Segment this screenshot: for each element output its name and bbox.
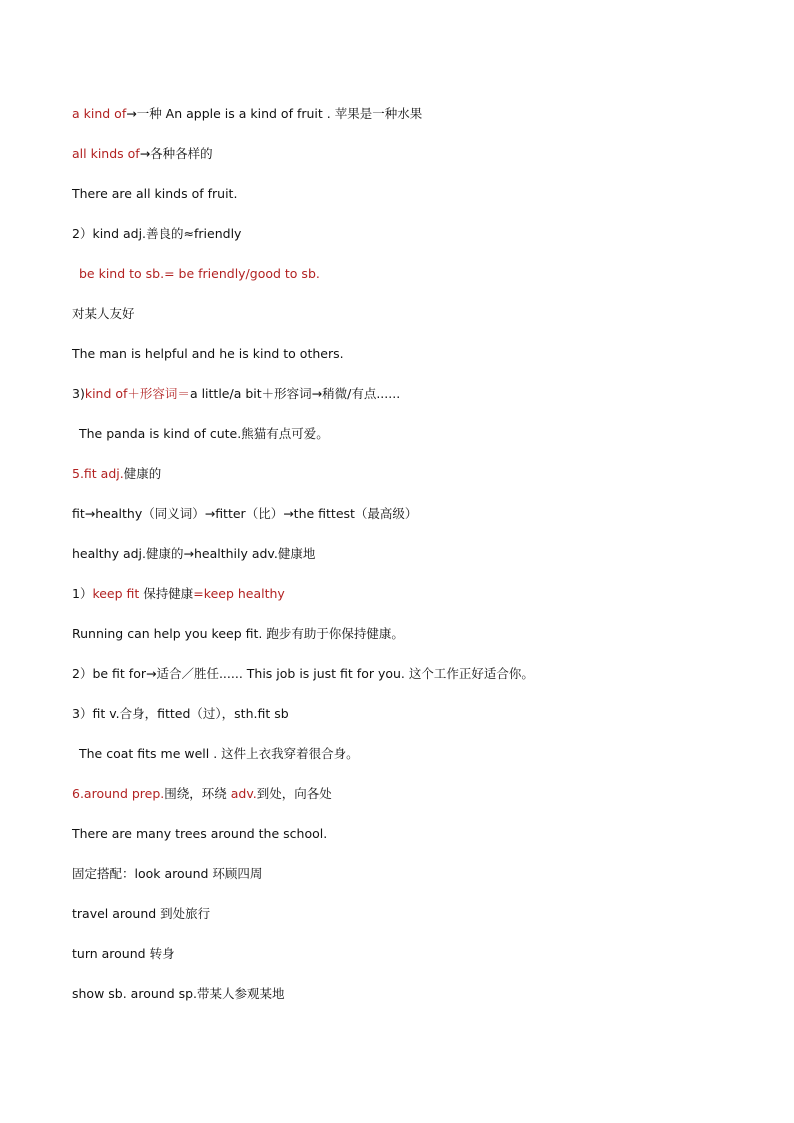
fit-heading-term: 5.fit adj.	[72, 466, 124, 481]
line-running-example	[72, 624, 404, 644]
all-kinds-of-explanation: →各种各样的	[139, 146, 213, 161]
line-show-around	[72, 984, 285, 1004]
all-kinds-of-term: all kinds of	[72, 146, 140, 161]
line-travel-around	[72, 904, 210, 924]
fit-forms-text: fit→healthy（同义词）→fitter（比）→the fittest（最高级）	[72, 506, 418, 521]
line-fit-verb	[72, 704, 289, 724]
a-kind-of-explanation: →一种 An apple is a kind of fruit . 苹果是一种水果	[126, 106, 423, 121]
coat-example-text: The coat fits me well . 这件上衣我穿着很合身。	[79, 746, 359, 761]
line-turn-around	[72, 944, 175, 964]
around-adv-meaning: 到处，向各处	[256, 786, 332, 801]
line-be-kind-to-meaning	[72, 304, 135, 324]
fit-verb-text: 3）fit v.合身，fitted（过），sth.fit sb	[72, 706, 289, 721]
line-look-around	[72, 864, 262, 884]
kind-example-text: The man is helpful and he is kind to others.	[72, 346, 344, 361]
fit-heading-meaning: 健康的	[123, 466, 162, 481]
be-fit-for-text: 2）be fit for→适合／胜任...... This job is just fit for you. 这个工作正好适合你。	[72, 666, 534, 681]
kind-of-adj-term: kind of＋形容词＝	[84, 386, 190, 401]
line-around-example	[72, 824, 327, 844]
look-around-text: 固定搭配：look around 环顾四周	[72, 866, 263, 881]
around-example-text: There are many trees around the school.	[72, 826, 328, 841]
line-around-heading	[72, 784, 332, 804]
keep-fit-meaning: 保持健康	[139, 586, 194, 601]
line-fit-forms	[72, 504, 417, 524]
around-prep-term: 6.around prep.	[72, 786, 165, 801]
a-kind-of-term: a kind of	[72, 106, 127, 121]
kind-of-adj-number: 3)	[72, 386, 85, 401]
line-be-fit-for	[72, 664, 534, 684]
turn-around-text: turn around 转身	[72, 946, 175, 961]
around-adv-term: adv.	[230, 786, 257, 801]
travel-around-text: travel around 到处旅行	[72, 906, 211, 921]
line-keep-fit	[72, 584, 285, 604]
kind-of-adj-explanation: a little/a bit＋形容词→稍微/有点......	[189, 386, 401, 401]
keep-fit-number: 1）	[72, 586, 93, 601]
line-healthy-forms	[72, 544, 315, 564]
keep-healthy-term: =keep healthy	[193, 586, 285, 601]
line-coat-example	[79, 744, 359, 764]
panda-example-text: The panda is kind of cute.熊猫有点可爱。	[79, 426, 329, 441]
line-be-kind-to	[79, 264, 320, 284]
line-kind-adj	[72, 224, 241, 244]
healthy-forms-text: healthy adj.健康的→healthily adv.健康地	[72, 546, 316, 561]
show-around-text: show sb. around sp.带某人参观某地	[72, 986, 285, 1001]
all-kinds-example-text: There are all kinds of fruit.	[72, 186, 238, 201]
line-all-kinds-of	[72, 144, 213, 164]
line-panda-example	[79, 424, 329, 444]
around-prep-meaning: 围绕，环绕	[164, 786, 231, 801]
running-example-text: Running can help you keep fit. 跑步有助于你保持健康。	[72, 626, 404, 641]
be-kind-to-term: be kind to sb.= be friendly/good to sb.	[79, 266, 320, 281]
kind-adj-text: 2）kind adj.善良的≈friendly	[72, 226, 242, 241]
be-kind-to-meaning-text: 对某人友好	[72, 306, 135, 321]
keep-fit-term: keep fit	[92, 586, 140, 601]
line-all-kinds-example	[72, 184, 237, 204]
line-a-kind-of	[72, 104, 422, 124]
line-fit-heading	[72, 464, 161, 484]
line-kind-of-adj	[72, 384, 400, 404]
line-kind-example	[72, 344, 344, 364]
